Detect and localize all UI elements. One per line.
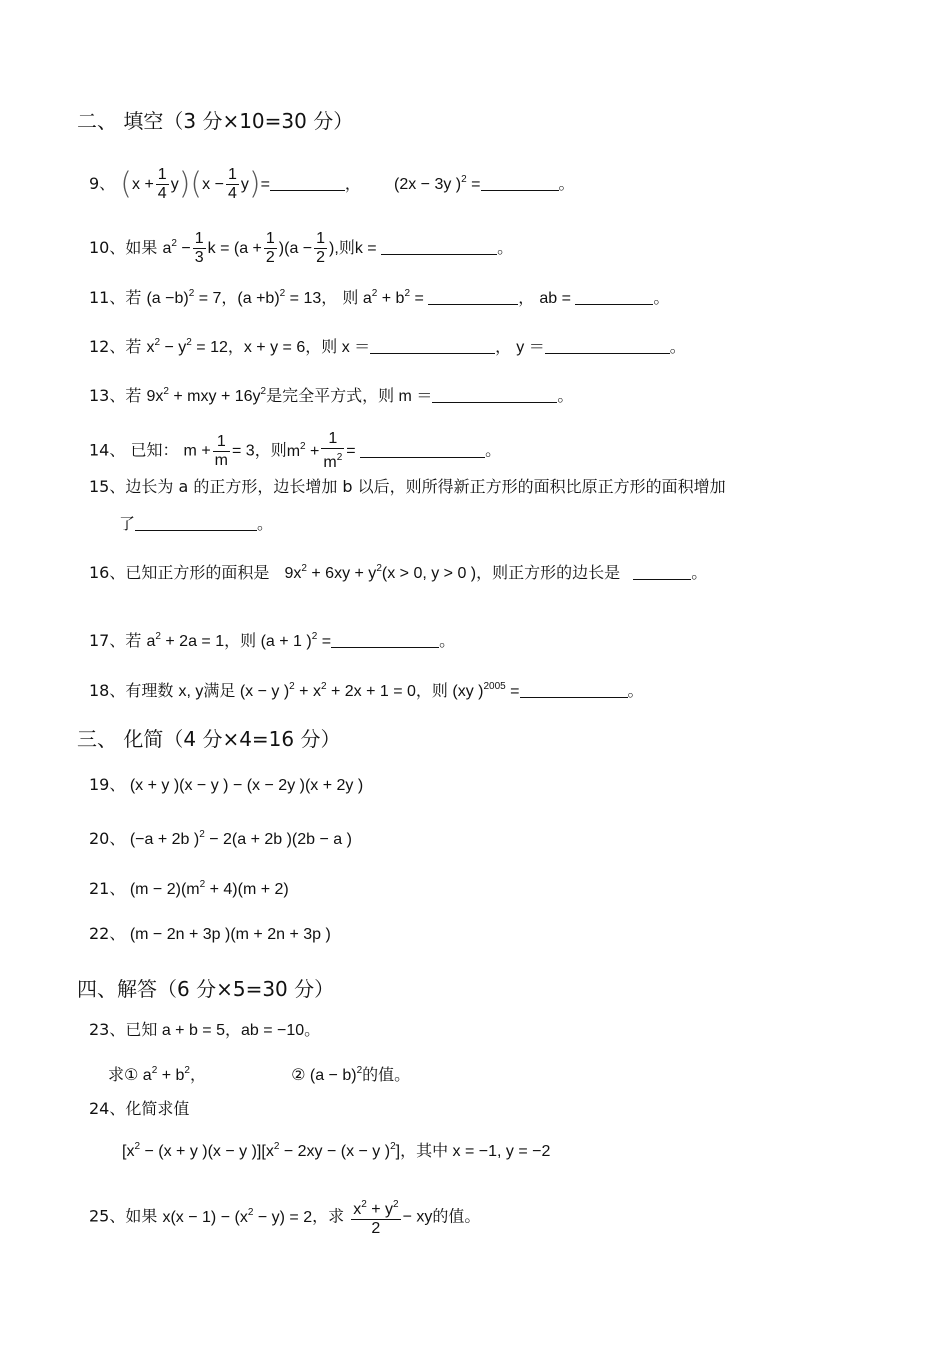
question-23-parts: 求① $a^2 + b^2$， ② $(a - b)^2$的值。	[108, 1065, 411, 1084]
question-12: 12、若 $x^2 - y^2 = 12$，x + y = 6，则 x ＝ ， y ＝ 。	[89, 337, 686, 356]
section-heading-fill-blank: 二、 填空（3 分×10=30 分）	[77, 109, 354, 133]
question-13: 13、若 $9x^2$ + mxy + $16y^2$是完全平方式，则 m ＝ 。	[89, 386, 574, 405]
answer-blank[interactable]	[520, 681, 628, 698]
section-heading-simplify: 三、 化简（4 分×4=16 分）	[77, 727, 341, 751]
question-14: 14、 已知： m + $\frac{1}{m}$ = 3，则$m^2$ + $\frac{1}{m^2}$ = 。	[89, 430, 502, 471]
answer-blank[interactable]	[135, 514, 257, 531]
question-23: 23、已知 a + b = 5，ab = −10。	[89, 1020, 321, 1039]
question-24: 24、化简求值	[89, 1099, 190, 1118]
answer-blank[interactable]	[270, 174, 345, 191]
question-18: 18、有理数 x, y满足 (x − y )$^2 + x^2 + 2x + 1 = 0$，则 (xy )$^{2005}$ = 。	[89, 681, 644, 700]
question-15-continued: 了 。	[119, 514, 274, 533]
question-10: 10、如果 $a^2$ − $\frac{1}{3}$ k = (a + $\frac{1}{2}$ )(a − $\frac{1}{2}$ ),则k = 。	[89, 230, 514, 266]
section-heading-answer: 四、解答（6 分×5=30 分）	[77, 977, 335, 1001]
answer-blank[interactable]	[545, 337, 670, 354]
question-22: 22、 (m − 2n + 3p )(m + 2n + 3p )	[89, 924, 331, 943]
question-17: 17、若 $a^2 + 2a = 1$，则 (a + 1 )$^2$ = 。	[89, 631, 456, 650]
question-number: 10、如果	[89, 238, 158, 257]
answer-blank[interactable]	[428, 288, 518, 305]
question-number: 9、	[89, 174, 116, 193]
question-9: 9、 (x + $\frac{1}{4}$ y)(x − $\frac{1}{4}$ y)= ， (2x − 3y )$^2$ = 。	[89, 166, 575, 202]
answer-blank[interactable]	[331, 631, 439, 648]
answer-blank[interactable]	[633, 563, 691, 580]
answer-blank[interactable]	[360, 441, 485, 458]
question-19: 19、 (x + y )(x − y ) − (x − 2y )(x + 2y )	[89, 775, 364, 794]
question-15: 15、边长为 a 的正方形，边长增加 b 以后，则所得新正方形的面积比原正方形的面积增加	[89, 477, 726, 496]
answer-blank[interactable]	[370, 337, 495, 354]
answer-blank[interactable]	[381, 238, 497, 255]
question-20: 20、 (−a + 2b )$^2$ − 2(a + 2b )(2b − a )	[89, 829, 352, 848]
answer-blank[interactable]	[432, 386, 557, 403]
question-24-expression: [$x^2 - (x + y$ )(x − y )][$x^2 - 2xy - (x - y$ )$^2$]，其中 x = −1, y = −2	[122, 1141, 551, 1160]
question-11: 11、若 $(a -b)^2 = 7$，$(a +b)^2 = 13$， 则 $a^2 + b^2$ = ， ab = 。	[89, 288, 670, 307]
question-21: 21、 $(m - 2)(m^2 + 4)(m + 2)$	[89, 879, 289, 898]
answer-blank[interactable]	[481, 174, 559, 191]
answer-blank[interactable]	[575, 288, 653, 305]
question-25: 25、如果 $x(x - 1) - (x^2 - y) = 2$，求 $\frac{x^2 + y^2}{2}$ − xy的值。	[89, 1196, 480, 1238]
question-16: 16、已知正方形的面积是 $9x^2 + 6xy + y^2(x > 0$, y > 0 )，则正方形的边长是 。	[89, 563, 708, 582]
